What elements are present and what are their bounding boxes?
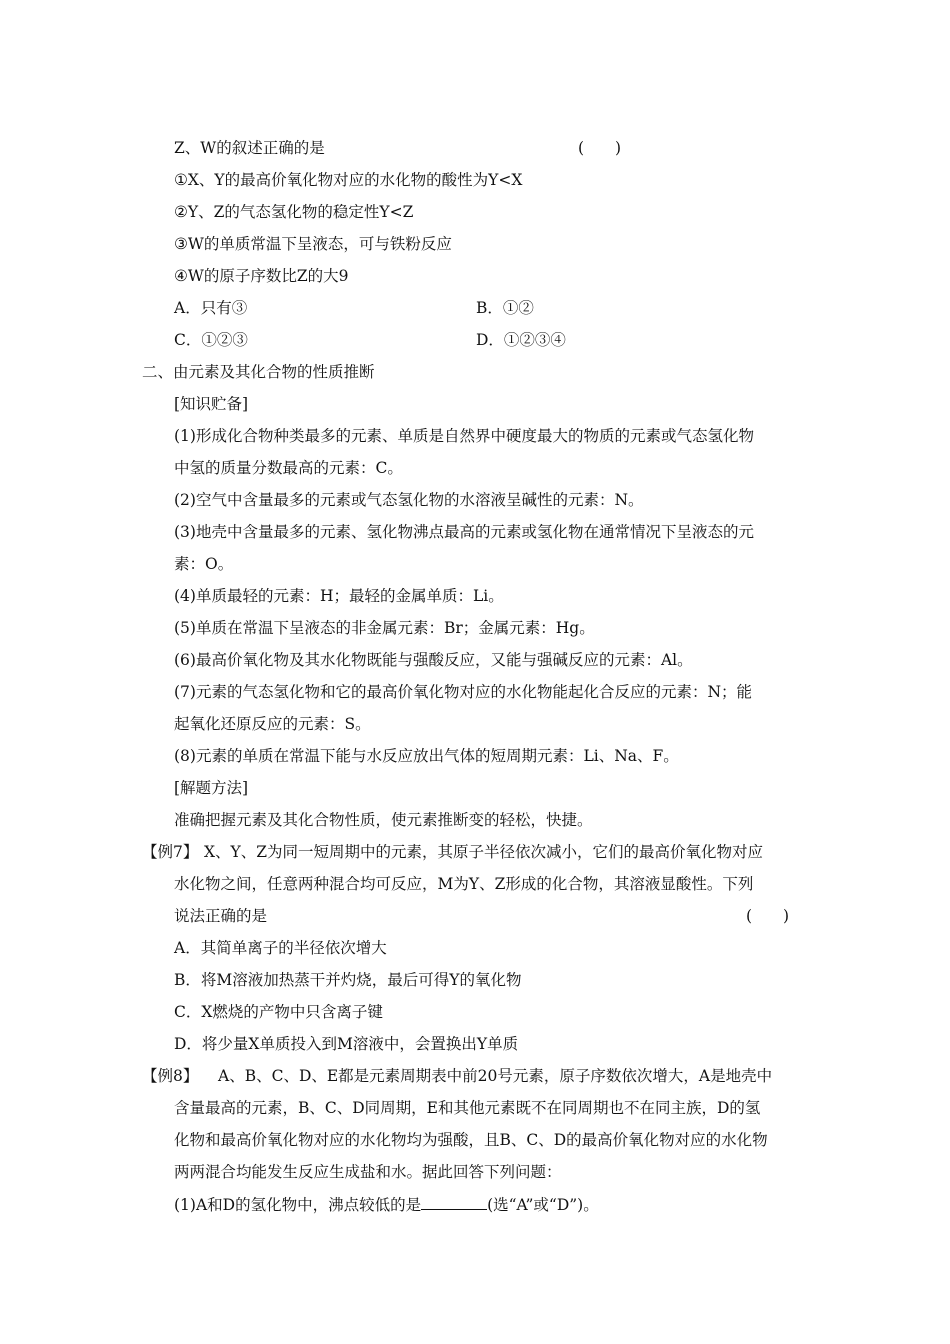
example-7-stem: X、Y、Z为同一短周期中的元素，其原子半径依次减小，它们的最高价氧化物对应	[204, 843, 764, 861]
knowledge-line: (6)最高价氧化物及其水化物既能与强酸反应，又能与强碱反应的元素：Al。	[174, 651, 693, 669]
knowledge-line: 素：O。	[174, 555, 234, 573]
q6-answer-paren: ( )	[578, 139, 622, 157]
example-7-option-a: A．其简单离子的半径依次增大	[174, 939, 387, 957]
example-7-option-b: B．将M溶液加热蒸干并灼烧，最后可得Y的氧化物	[174, 971, 522, 989]
example-8-q1-suffix: (选“A”或“D”)。	[487, 1196, 599, 1214]
example-8-question-1	[174, 1194, 599, 1215]
knowledge-line: (3)地壳中含量最多的元素、氢化物沸点最高的元素或氢化物在通常情况下呈液态的元	[174, 523, 754, 541]
example-7-label: 【例7】	[142, 843, 199, 861]
example-7-answer-paren: ( )	[746, 907, 790, 925]
example-8-stem: 含量最高的元素，B、C、D同周期，E和其他元素既不在同周期也不在同主族，D的氢	[174, 1099, 761, 1117]
q6-item-3: ③W的单质常温下呈液态，可与铁粉反应	[174, 235, 452, 253]
example-8-label: 【例8】	[142, 1067, 199, 1085]
example-7-option-c: C．X燃烧的产物中只含离子键	[174, 1003, 383, 1021]
q6-item-1: ①X、Y的最高价氧化物对应的水化物的酸性为Y<X	[174, 171, 523, 189]
knowledge-line: (4)单质最轻的元素：H；最轻的金属单质：Li。	[174, 587, 504, 605]
knowledge-line: (7)元素的气态氢化物和它的最高价氧化物对应的水化物能起化合反应的元素：N；能	[174, 683, 753, 701]
example-8-stem: 两两混合均能发生反应生成盐和水。据此回答下列问题：	[174, 1163, 562, 1181]
q6-option-a: A．只有③	[174, 299, 248, 317]
method-title: [解题方法]	[174, 779, 249, 797]
method-text: 准确把握元素及其化合物性质，使元素推断变的轻松，快捷。	[174, 811, 593, 829]
example-7-stem: 水化物之间，任意两种混合均可反应，M为Y、Z形成的化合物，其溶液显酸性。下列	[174, 875, 754, 893]
knowledge-line: (8)元素的单质在常温下能与水反应放出气体的短周期元素：Li、Na、F。	[174, 747, 679, 765]
section-heading: 二、由元素及其化合物的性质推断	[142, 363, 375, 381]
knowledge-title: [知识贮备]	[174, 395, 249, 413]
knowledge-line: (2)空气中含量最多的元素或气态氢化物的水溶液呈碱性的元素：N。	[174, 491, 644, 509]
example-8-stem: A、B、C、D、E都是元素周期表中前20号元素，原子序数依次增大，A是地壳中	[218, 1067, 773, 1085]
q6-item-2: ②Y、Z的气态氢化物的稳定性Y<Z	[174, 203, 414, 221]
example-7-option-d: D．将少量X单质投入到M溶液中，会置换出Y单质	[174, 1035, 519, 1053]
knowledge-line: 起氧化还原反应的元素：S。	[174, 715, 371, 733]
knowledge-line: 中氢的质量分数最高的元素：C。	[174, 459, 403, 477]
knowledge-line: (1)形成化合物种类最多的元素、单质是自然界中硬度最大的物质的元素或气态氢化物	[174, 427, 754, 445]
q6-item-4: ④W的原子序数比Z的大9	[174, 267, 349, 285]
example-7-stem: 说法正确的是	[174, 907, 268, 925]
example-8-q1-prefix: (1)A和D的氢化物中，沸点较低的是	[174, 1196, 422, 1214]
q6-option-b: B．①②	[476, 299, 534, 317]
knowledge-line: (5)单质在常温下呈液态的非金属元素：Br；金属元素：Hg。	[174, 619, 595, 637]
answer-blank[interactable]	[421, 1194, 487, 1210]
q6-option-c: C．①②③	[174, 331, 248, 349]
example-8-stem: 化物和最高价氧化物对应的水化物均为强酸，且B、C、D的最高价氧化物对应的水化物	[174, 1131, 768, 1149]
q6-option-d: D．①②③④	[476, 331, 566, 349]
q6-stem-tail: Z、W的叙述正确的是	[174, 139, 325, 157]
